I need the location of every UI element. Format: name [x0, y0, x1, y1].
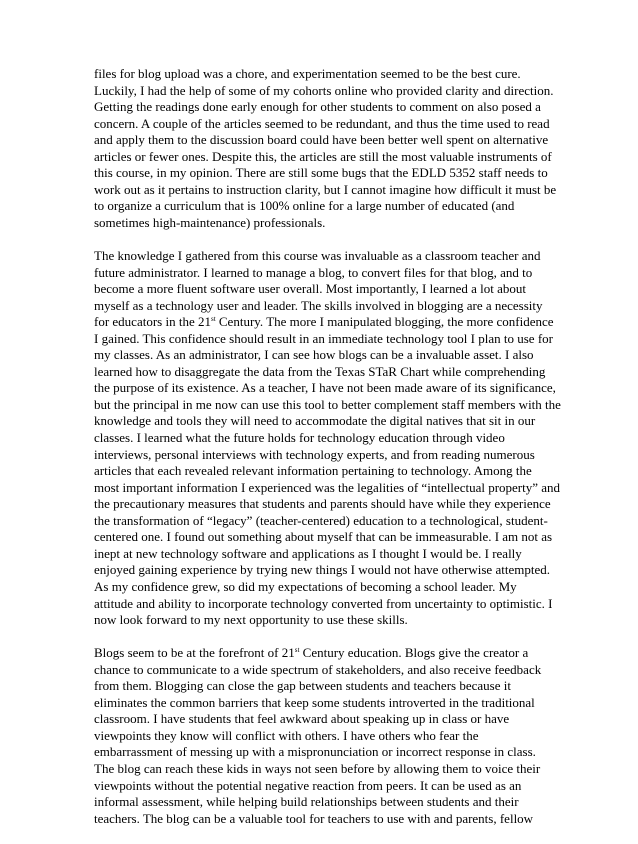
text-run: As my confidence grew, so did my expectations of becoming a school leader. My — [94, 578, 517, 594]
text-line — [94, 413, 554, 430]
text-line — [94, 645, 554, 662]
text-run: learned how to disaggregate the data from the Texas STaR Chart while comprehending — [94, 363, 546, 379]
text-run: sometimes high-maintenance) professionals. — [94, 214, 326, 230]
text-run: interviews, personal interviews with technology experts, and from reading numerous — [94, 446, 535, 462]
text-line — [94, 347, 554, 364]
text-run: The blog can reach these kids in ways not seen before by allowing them to voice their — [94, 760, 541, 776]
text-run: informal assessment, while helping build relationships between students and their — [94, 794, 519, 810]
text-run: work out as it pertains to instruction clarity, but I cannot imagine how difficult it must be — [94, 181, 557, 197]
text-line — [94, 265, 554, 282]
text-line — [94, 331, 554, 348]
text-line — [94, 281, 554, 298]
text-run: become a more fluent software user overall. Most importantly, I learned a lot about — [94, 281, 526, 297]
text-run: viewpoints they know will conflict with others. I have others who fear the — [94, 727, 479, 743]
text-line — [94, 678, 554, 695]
text-run: future administrator. I learned to manage a blog, to convert files for that blog, and to — [94, 264, 533, 280]
text-run: inept at new technology software and applications as I thought I would be. I really — [94, 545, 522, 561]
text-run: the transformation of “legacy” (teacher-centered) education to a technological, student- — [94, 512, 548, 528]
text-line — [94, 794, 554, 811]
text-line — [94, 728, 554, 745]
text-line — [94, 744, 554, 761]
text-run: knowledge and tools they will need to accommodate the digital natives that sit in our — [94, 413, 536, 429]
text-run: and apply them to the discussion board could have been better well spent on alternative — [94, 132, 549, 148]
text-line — [94, 298, 554, 315]
text-line — [94, 596, 554, 613]
text-run: Blogs seem to be at the forefront of 21 — [94, 645, 295, 661]
text-run: this course, in my opinion. There are still some bugs that the EDLD 5352 staff needs to — [94, 165, 548, 181]
text-line — [94, 662, 554, 679]
text-line — [94, 479, 561, 497]
text-run: articles or fewer ones. Despite this, the articles are still the most valuable instruments of — [94, 148, 552, 164]
text-run: the precautionary measures that students and parents should have while they experience — [94, 496, 551, 512]
text-line — [94, 198, 554, 215]
text-run: concern. A couple of the articles seemed to be redundant, and thus the time used to read — [94, 115, 550, 131]
text-line — [94, 396, 561, 414]
text-line — [94, 132, 554, 149]
paragraph — [94, 66, 557, 231]
text-line — [94, 380, 554, 397]
text-line — [94, 529, 554, 546]
text-line — [94, 149, 554, 166]
text-line — [94, 215, 554, 232]
text-run: but the principal in me now can use this tool to better complement staff members with the — [94, 396, 561, 412]
text-run: centered one. I found out something about myself that can be immeasurable. I am not as — [94, 529, 553, 545]
text-run: most important information I experienced was the legalities of “intellectual property” and — [94, 479, 561, 495]
ordinal-superscript: st — [294, 646, 300, 655]
text-run: to organize a curriculum that is 100% online for a large number of educated (and — [94, 198, 515, 214]
text-run: teachers. The blog can be a valuable tool for teachers to use with and parents, fellow — [94, 810, 534, 826]
text-run: enjoyed gaining experience by trying new things I would not have otherwise attempted. — [94, 562, 550, 578]
text-run: eliminates the common barriers that keep some students introverted in the traditional — [94, 694, 535, 710]
text-line — [94, 562, 554, 579]
text-run: attitude and ability to incorporate technology converted from uncertainty to optimistic. I — [94, 595, 553, 611]
text-line — [94, 463, 554, 480]
text-run: articles that each revealed relevant information pertaining to technology. Among the — [94, 463, 532, 479]
paragraph — [94, 248, 561, 629]
text-run: now look forward to my next opportunity to use these skills. — [94, 612, 408, 628]
text-line — [94, 165, 554, 182]
text-run: I gained. This confidence should result in an immediate technology tool I plan to use for — [94, 330, 553, 346]
text-line — [94, 430, 554, 447]
text-line — [94, 181, 557, 199]
text-run: classroom. I have students that feel awkward about speaking up in class or have — [94, 711, 510, 727]
text-line — [94, 579, 554, 596]
text-run: files for blog upload was a chore, and experimentation seemed to be the best cure. — [94, 66, 521, 81]
text-line — [94, 612, 554, 629]
text-run: Century. The more I manipulated blogging, the more confidence — [215, 314, 554, 330]
text-line — [94, 83, 554, 100]
text-line — [94, 695, 554, 712]
text-run: Century education. Blogs give the creator a — [299, 645, 529, 661]
text-line — [94, 761, 554, 778]
text-run: Luckily, I had the help of some of my cohorts online who provided clarity and direction. — [94, 82, 554, 98]
text-line — [94, 447, 554, 464]
text-run: Getting the readings done early enough for other students to comment on also posed a — [94, 99, 541, 115]
text-line — [94, 546, 554, 563]
text-run: chance to communicate to a wide spectrum of stakeholders, and also receive feedback — [94, 661, 542, 677]
text-run: classes. I learned what the future holds for technology education through video — [94, 430, 505, 446]
text-line — [94, 496, 554, 513]
ordinal-superscript: st — [210, 315, 216, 324]
text-line — [94, 66, 554, 83]
text-run: myself as a technology user and leader. The skills involved in blogging are a necessity — [94, 297, 543, 313]
paragraph — [94, 645, 554, 827]
text-run: embarrassment of messing up with a mispronunciation or incorrect response in class. — [94, 744, 536, 760]
text-line — [94, 248, 554, 265]
text-run: viewpoints without the potential negative reaction from peers. It can be used as an — [94, 777, 522, 793]
text-run: The knowledge I gathered from this course was invaluable as a classroom teacher and — [94, 248, 541, 264]
text-line — [94, 116, 554, 133]
text-line — [94, 811, 554, 828]
text-line — [94, 711, 554, 728]
text-run: my classes. As an administrator, I can see how blogs can be a invaluable asset. I also — [94, 347, 534, 363]
document-body — [94, 66, 561, 844]
text-line — [94, 513, 554, 530]
text-line — [94, 99, 554, 116]
text-line — [94, 364, 554, 381]
text-run: for educators in the 21 — [94, 314, 211, 330]
text-line — [94, 778, 554, 795]
text-run: from them. Blogging can close the gap between students and teachers because it — [94, 678, 511, 694]
text-line — [94, 314, 554, 331]
text-run: the purpose of its existence. As a teacher, I have not been made aware of its significance, — [94, 380, 556, 396]
